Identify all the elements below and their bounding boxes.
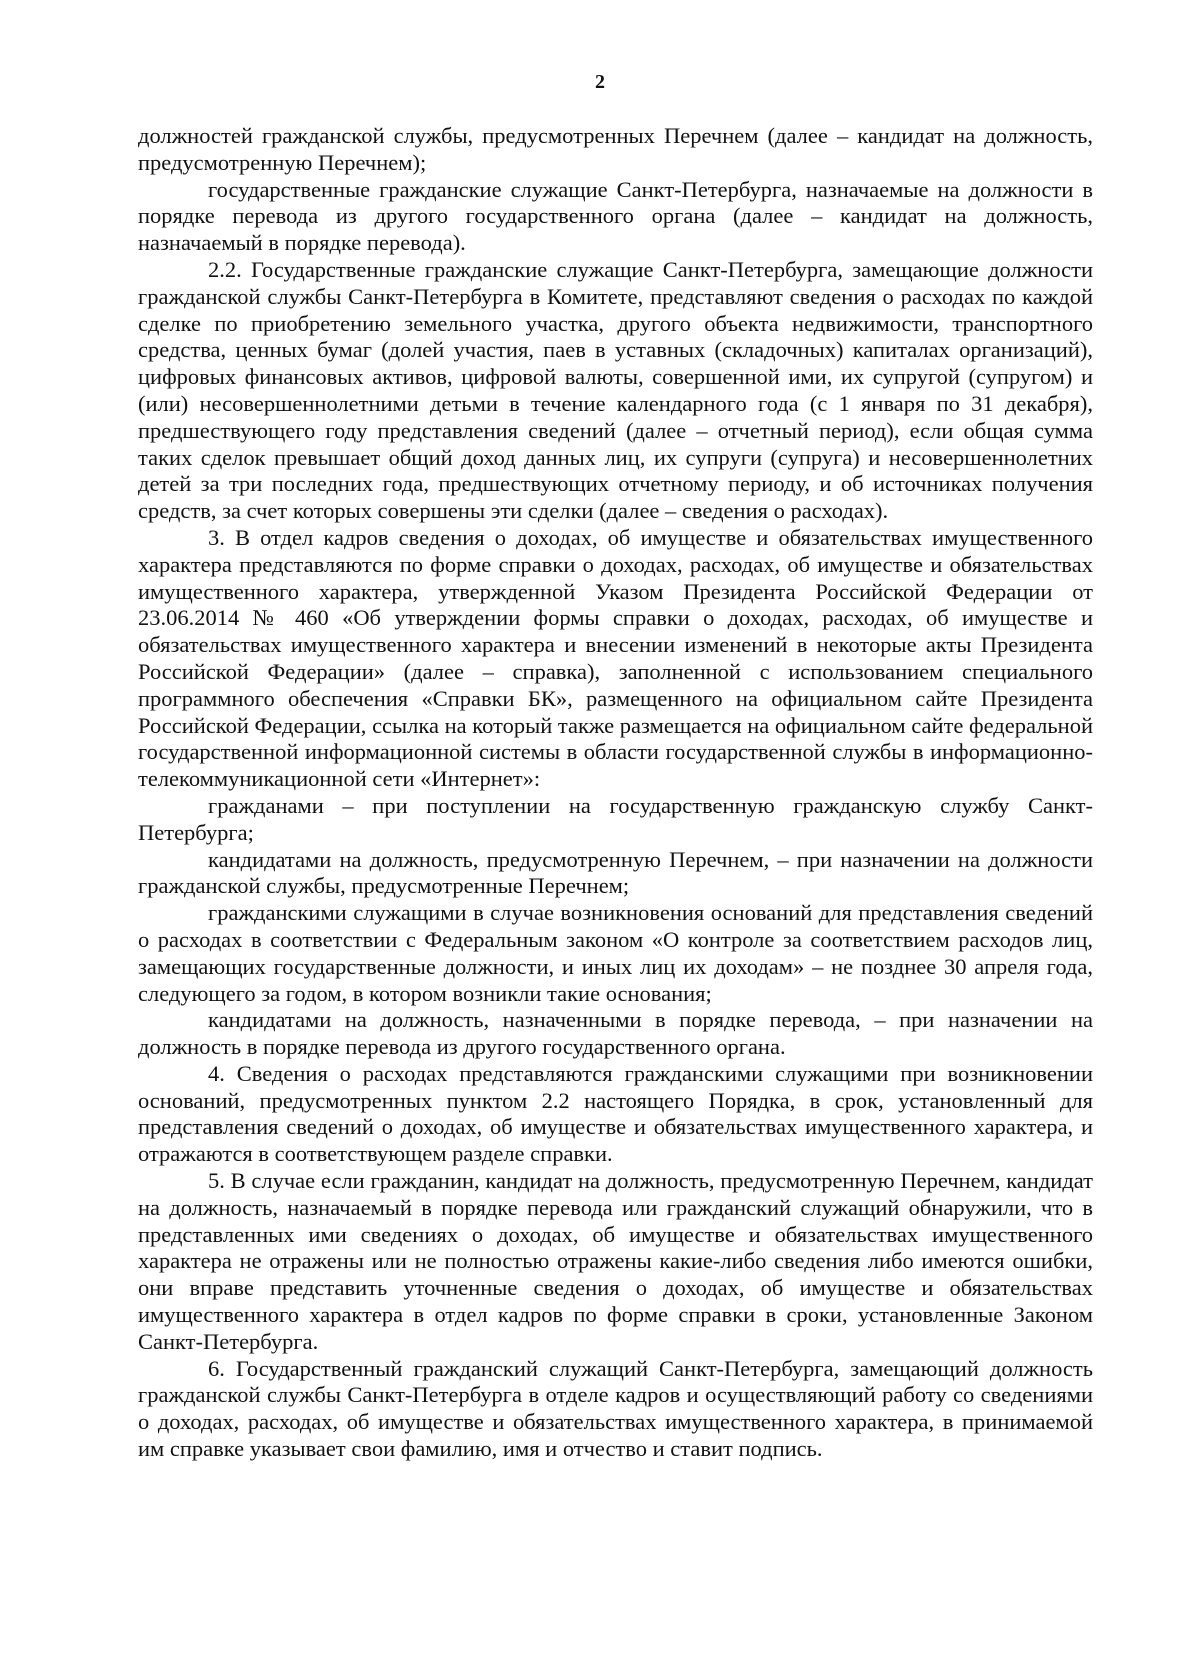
paragraph-5: 5. В случае если гражданин, кандидат на должность, предусмотренную Перечнем, кандидат на должность, назначаемый в порядке перевода или гражданский служащий обнаружили, что в представленных ими сведениях о доходах, об имуществе и обязательствах имущественного характера не отражены или не полностью отражены какие-либо сведения либо имеются ошибки, они вправе представить уточненные сведения о доходах, об имуществе и обязательствах имущественного характера в отдел кадров по форме справки в сроки, установленные Законом Санкт-Петербурга. bbox=[138, 1168, 1093, 1354]
paragraph-2-2: 2.2. Государственные гражданские служащие Санкт-Петербурга, замещающие должности гражданской службы Санкт-Петербурга в Комитете, представляют сведения о расходах по каждой сделке по приобретению земельного участка, другого объекта недвижимости, транспортного средства, ценных бумаг (долей участия, паев в уставных (складочных) капиталах организаций), цифровых финансовых активов, цифровой валюты, совершенной ими, их супругой (супругом) и (или) несовершеннолетними детьми в течение календарного года (с 1 января по 31 декабря), предшествующего году представления сведений (далее – отчетный период), если общая сумма таких сделок превышает общий доход данных лиц, их супруги (супруга) и несовершеннолетних детей за три последних года, предшествующих отчетному периоду, и об источниках получения средств, за счет которых совершены эти сделки (далее – сведения о расходах). bbox=[138, 256, 1093, 524]
paragraph-candidates-transfer: кандидатами на должность, назначенными в порядке перевода, – при назначении на должность в порядке перевода из другого государственного органа. bbox=[138, 1007, 1093, 1060]
paragraph-continuation: должностей гражданской службы, предусмотренных Перечнем (далее – кандидат на должность, предусмотренную Перечнем); bbox=[138, 123, 1093, 175]
paragraph-civil-servants: гражданскими служащими в случае возникновения оснований для представления сведений о расходах в соответствии с Федеральным законом «О контроле за соответствием расходов лиц, замещающих государственные должности, и иных лиц их доходам» – не позднее 30 апреля года, следующего за годом, в котором возникли такие основания; bbox=[138, 900, 1093, 1006]
paragraph-6: 6. Государственный гражданский служащий Санкт-Петербурга, замещающий должность гражданской службы Санкт-Петербурга в отделе кадров и осуществляющий работу со сведениями о доходах, расходах, об имуществе и обязательствах имущественного характера, в принимаемой им справке указывает свои фамилию, имя и отчество и ставит подпись. bbox=[138, 1355, 1093, 1462]
page-number: 2 bbox=[595, 71, 605, 93]
paragraph-citizens: гражданами – при поступлении на государственную гражданскую службу Санкт-Петербурга; bbox=[138, 792, 1093, 845]
paragraph-4: 4. Сведения о расходах представляются гражданскими служащими при возникновении оснований, предусмотренных пунктом 2.2 настоящего Порядка, в срок, установленный для представления сведений о доходах, об имуществе и обязательствах имущественного характера, и отражаются в соответствующем разделе справки. bbox=[138, 1060, 1093, 1167]
paragraph-transferred-servants: государственные гражданские служащие Санкт-Петербурга, назначаемые на должности в порядке перевода из другого государственного органа (далее – кандидат на должность, назначаемый в порядке перевода). bbox=[138, 176, 1093, 256]
paragraph-3: 3. В отдел кадров сведения о доходах, об имуществе и обязательствах имущественного характера представляются по форме справки о доходах, расходах, об имуществе и обязательствах имущественного характера, утвержденной Указом Президента Российской Федерации от 23.06.2014 № 460 «Об утверждении формы справки о доходах, расходах, об имуществе и обязательствах имущественного характера и внесении изменений в некоторые акты Президента Российской Федерации» (далее – справка), заполненной с использованием специального программного обеспечения «Справки БК», размещенного на официальном сайте Президента Российской Федерации, ссылка на который также размещается на официальном сайте федеральной государственной информационной системы в области государственной службы в информационно-телекоммуникационной сети «Интернет»: bbox=[138, 524, 1093, 792]
document-body bbox=[138, 123, 1093, 1463]
paragraph-candidates-list: кандидатами на должность, предусмотренную Перечнем, – при назначении на должности гражданской службы, предусмотренные Перечнем; bbox=[138, 846, 1093, 899]
